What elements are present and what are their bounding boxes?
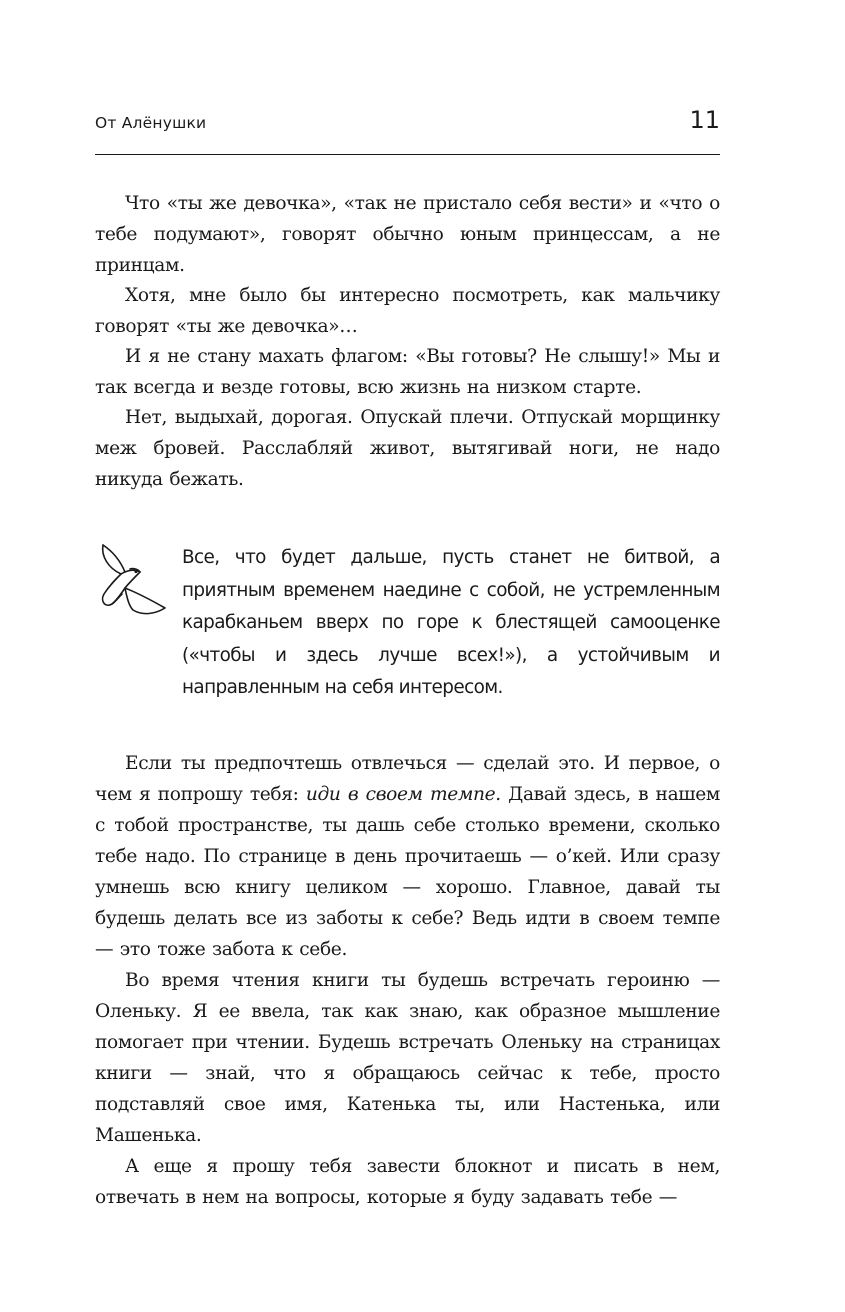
- italic-emphasis: иди в своем темпе.: [305, 784, 501, 805]
- page-number: 11: [689, 106, 720, 134]
- main-text-block: [95, 748, 720, 1213]
- paragraph: Что «ты же девочка», «так не пристало себя вести» и «что о тебе подумают», говорят обычно юным принцессам, а не принцам.: [95, 193, 720, 276]
- paragraph: Нет, выдыхай, дорогая. Опускай плечи. Отпускай морщинку меж бровей. Расслабляй живот, вытягивай ноги, не надо никуда бежать.: [95, 407, 720, 490]
- intro-text-block: [95, 188, 720, 494]
- paragraph: Во время чтения книги ты будешь встречать героиню — Оленьку. Я ее ввела, так как знаю, как образное мышление помогает при чтении. Будешь встречать Оленьку на страницах книги — знай, что я обращаюсь сейчас к тебе, просто подставляй свое имя, Катенька ты, или Настенька, или Машенька.: [95, 970, 720, 1146]
- paragraph: А еще я прошу тебя завести блокнот и писать в нем, отвечать в нем на вопросы, которые я буду задавать тебе —: [95, 1156, 720, 1208]
- paragraph: И я не стану махать флагом: «Вы готовы? Не слышу!» Мы и так всегда и везде готовы, всю жизнь на низком старте.: [95, 346, 720, 398]
- callout-text: Все, что будет дальше, пусть станет не битвой, а приятным временем наедине с собой, не устремленным карабканьем вверх по горе к блестящей самооценке («чтобы и здесь лучше всех!»), а устойчивым и направленным на себя интересом.: [182, 547, 720, 698]
- callout-box: [95, 542, 720, 712]
- paragraph: [95, 748, 720, 965]
- header-rule: [95, 154, 720, 155]
- paragraph-text-start: Если ты предпочтешь отвлечься — сделай это. И первое, о чем я попрошу тебя:: [95, 753, 720, 805]
- paragraph-text-end: Давай здесь, в нашем с тобой пространстве, ты дашь себе столько времени, сколько тебе надо. По странице в день прочитаешь — о’кей. Или сразу умнешь всю книгу целиком — хорошо. Главное, давай ты будешь делать все из заботы к себе? Ведь идти в своем темпе — это тоже забота к себе.: [95, 784, 721, 960]
- paragraph: Хотя, мне было бы интересно посмотреть, как мальчику говорят «ты же девочка»…: [95, 285, 720, 337]
- dove-icon: [95, 542, 175, 622]
- running-head: От Алёнушки: [95, 114, 207, 132]
- page-header: [95, 106, 720, 156]
